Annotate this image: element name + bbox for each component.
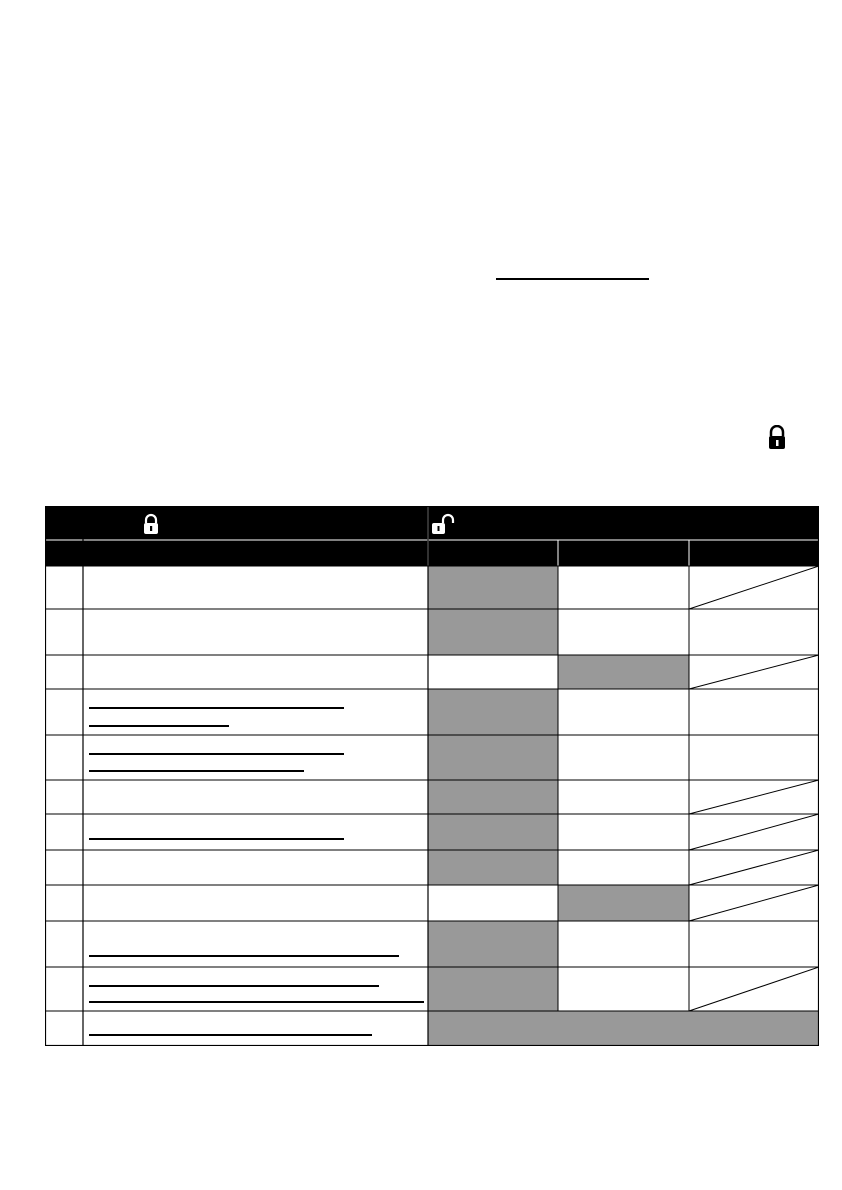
description-underline <box>89 985 379 987</box>
description-underline <box>89 838 344 840</box>
not-applicable-slash <box>689 850 819 885</box>
shaded-cell <box>428 850 558 885</box>
shaded-cell <box>428 921 558 967</box>
description-underline <box>89 1001 424 1003</box>
not-applicable-slash <box>689 885 819 921</box>
shaded-cell <box>428 780 558 814</box>
not-applicable-slash <box>689 655 819 689</box>
shaded-cell <box>558 885 689 921</box>
not-applicable-slash <box>689 566 819 609</box>
comparison-table <box>45 506 819 1046</box>
shaded-cell <box>428 609 558 655</box>
shaded-cell <box>428 967 558 1011</box>
shaded-cell <box>428 689 558 735</box>
table-grid <box>45 506 819 1046</box>
description-underline <box>89 770 304 772</box>
table-header-row-1 <box>45 506 819 540</box>
description-underline <box>89 955 399 957</box>
description-underline <box>89 725 229 727</box>
not-applicable-slash <box>689 967 819 1011</box>
shaded-cell <box>428 735 558 780</box>
shaded-cell <box>428 814 558 850</box>
not-applicable-slash <box>689 814 819 850</box>
text-underline-top <box>496 278 649 280</box>
shaded-cell <box>428 566 558 609</box>
table-header-row-2 <box>45 540 819 566</box>
description-underline <box>89 753 344 755</box>
description-underline <box>89 707 344 709</box>
shaded-cell <box>428 1011 819 1046</box>
shaded-cell <box>558 655 689 689</box>
not-applicable-slash <box>689 780 819 814</box>
description-underline <box>89 1034 372 1036</box>
lock-closed-icon <box>767 425 787 451</box>
